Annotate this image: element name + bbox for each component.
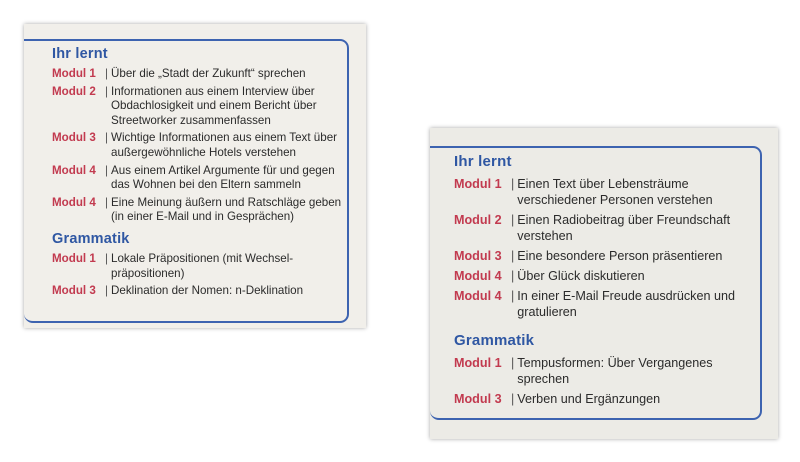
module-description: Über die „Stadt der Zukunft“ sprechen — [111, 67, 306, 80]
left-photo — [24, 24, 366, 328]
module-row — [52, 67, 352, 82]
module-row — [52, 131, 352, 160]
right-heading-learn: Ihr lernt — [454, 153, 512, 170]
module-row — [454, 355, 764, 387]
module-description: Wichtige Informationen aus einem Text über außergewöhnliche Hotels verstehen — [111, 131, 337, 159]
module-row — [454, 248, 764, 264]
separator-bar: | — [105, 163, 109, 177]
separator-bar: | — [105, 284, 109, 298]
separator-bar: | — [511, 392, 515, 406]
module-row — [454, 268, 764, 284]
module-label: Modul 2 — [454, 213, 502, 227]
module-label: Modul 1 — [454, 177, 502, 191]
module-description: Eine besondere Person präsentieren — [517, 249, 723, 263]
separator-bar: | — [511, 249, 515, 263]
module-row — [454, 212, 764, 244]
separator-bar: | — [105, 67, 109, 80]
module-description: Verben und Ergänzungen — [517, 392, 661, 406]
right-heading-grammar: Grammatik — [454, 332, 535, 349]
module-row — [52, 252, 352, 281]
right-grammar-list — [454, 355, 764, 407]
separator-bar: | — [105, 251, 109, 265]
module-description: Lokale Präpositionen (mit Wechsel-präpositionen) — [111, 251, 294, 280]
left-heading-grammar: Grammatik — [52, 230, 130, 247]
module-label: Modul 3 — [52, 284, 96, 298]
module-label: Modul 1 — [52, 251, 96, 265]
module-description: Eine Meinung äußern und Ratschläge geben (in einer E-Mail und in Gesprächen) — [111, 195, 342, 224]
module-label: Modul 4 — [52, 195, 96, 209]
module-row — [52, 284, 352, 299]
left-learn-list — [52, 67, 352, 225]
separator-bar: | — [105, 131, 109, 145]
module-label: Modul 4 — [454, 289, 502, 303]
module-description: Einen Radiobeitrag über Freundschaft verstehen — [517, 213, 731, 243]
module-label: Modul 1 — [52, 67, 96, 80]
separator-bar: | — [511, 289, 515, 303]
module-label: Modul 3 — [454, 249, 502, 263]
module-row — [454, 176, 764, 208]
module-label: Modul 1 — [454, 356, 502, 370]
separator-bar: | — [511, 356, 515, 370]
module-description: Tempusformen: Über Vergangenes sprechen — [517, 356, 713, 386]
separator-bar: | — [511, 213, 515, 227]
right-card-content — [454, 153, 764, 407]
module-row — [52, 85, 352, 129]
separator-bar: | — [511, 177, 515, 191]
separator-bar: | — [105, 84, 109, 98]
module-description: Informationen aus einem Interview über Obdachlosigkeit und einem Bericht über Streetworker zusammenfassen — [111, 84, 317, 127]
left-card-content — [52, 46, 352, 299]
module-description: Aus einem Artikel Argumente für und gegen das Wohnen bei den Eltern sammeln — [111, 163, 335, 192]
module-row — [52, 164, 352, 193]
module-description: Über Glück diskutieren — [517, 269, 645, 283]
module-row — [454, 288, 764, 320]
right-photo — [430, 128, 778, 439]
left-heading-learn: Ihr lernt — [52, 46, 108, 62]
module-label: Modul 4 — [454, 269, 502, 283]
module-row — [52, 196, 352, 225]
module-label: Modul 3 — [52, 131, 96, 145]
module-row — [454, 391, 764, 407]
right-learn-list — [454, 176, 764, 320]
module-description: In einer E-Mail Freude ausdrücken und gratulieren — [517, 289, 735, 319]
module-label: Modul 3 — [454, 392, 502, 406]
module-description: Einen Text über Lebensträume verschiedener Personen verstehen — [517, 177, 713, 207]
module-label: Modul 4 — [52, 163, 96, 177]
separator-bar: | — [105, 195, 109, 209]
module-label: Modul 2 — [52, 84, 96, 98]
separator-bar: | — [511, 269, 515, 283]
left-grammar-list — [52, 252, 352, 299]
module-description: Deklination der Nomen: n-Deklination — [111, 284, 304, 298]
